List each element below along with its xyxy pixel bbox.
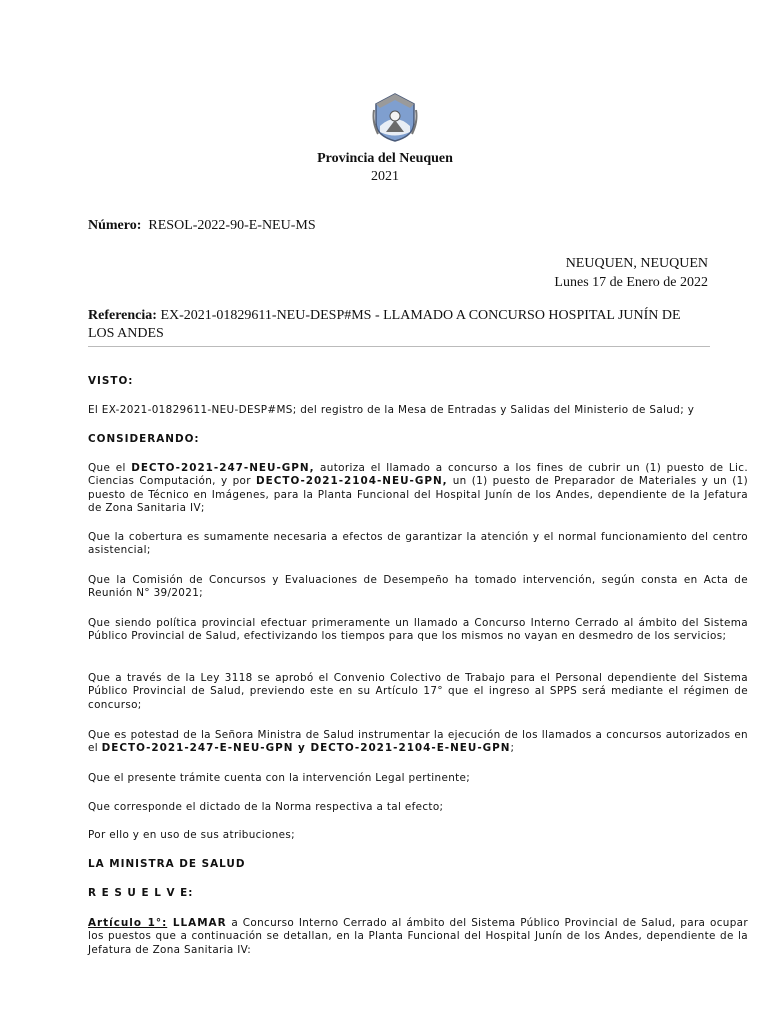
document-number [88, 218, 316, 234]
paragraph-3: Que la Comisión de Concursos y Evaluaciones de Desempeño ha tomado intervención, según consta en Acta de Reunión N° 39/2021; [88, 574, 748, 600]
year: 2021 [371, 169, 399, 184]
issue-date: Lunes 17 de Enero de 2022 [554, 275, 708, 290]
paragraph-6 [88, 729, 748, 756]
location: NEUQUEN, NEUQUEN [565, 256, 708, 271]
visto-heading: VISTO: [88, 375, 134, 387]
reference-label: Referencia: [88, 308, 157, 323]
resuelve-heading: R E S U E L V E: [88, 887, 194, 899]
province-title: Provincia del Neuquen [317, 151, 453, 166]
p1-e: un (1) puesto de Preparador de Materiales y un (1) puesto de Técnico en Imágenes, para la Planta Funcional del Hospital Junín de los Andes, dependiente de la Jefatura de Zona Sanitaria IV; [88, 475, 748, 514]
decree-2104: DECTO-2021-2104-NEU-GPN, [256, 475, 448, 488]
decree-247: DECTO-2021-247-NEU-GPN, [131, 462, 315, 474]
paragraph-1 [88, 462, 748, 515]
article-1 [88, 917, 748, 957]
reference [88, 307, 708, 343]
p1-a: Que el [88, 462, 132, 474]
p6-c: ; [510, 742, 515, 755]
p6-a: Que es potestad de la Señora Ministra de Salud instrumentar la ejecución de los llamados a concursos autorizados en el [88, 729, 748, 755]
article-1-label: Artículo 1°: [88, 917, 168, 929]
reference-value: EX-2021-01829611-NEU-DESP#MS - LLAMADO A CONCURSO HOSPITAL JUNÍN DE LOS ANDES [88, 308, 681, 341]
number-value: RESOL-2022-90-E-NEU-MS [148, 218, 316, 233]
paragraph-8: Que corresponde el dictado de la Norma respectiva a tal efecto; [88, 801, 444, 813]
ministra-heading: LA MINISTRA DE SALUD [88, 858, 246, 870]
paragraph-5: Que a través de la Ley 3118 se aprobó el Convenio Colectivo de Trabajo para el Personal dependiente del Sistema Público Provincial de Salud, previendo este en su Artículo 17° que el ingreso al SPPS será mediante el régimen de concurso; [88, 672, 748, 711]
considerando-heading: CONSIDERANDO: [88, 433, 200, 445]
p1-c: autoriza el llamado a concurso a los fines de cubrir un (1) puesto de Lic. Ciencias Computación, y por [88, 462, 748, 488]
paragraph-7: Que el presente trámite cuenta con la intervención Legal pertinente; [88, 772, 471, 784]
article-1-verb: LLAMAR [167, 917, 227, 929]
p6-decrees: DECTO-2021-247-E-NEU-GPN y DECTO-2021-2104-E-NEU-GPN [101, 742, 511, 755]
divider [88, 346, 710, 347]
paragraph-2: Que la cobertura es sumamente necesaria a efectos de garantizar la atención y el normal funcionamiento del centro asistencial; [88, 531, 748, 557]
paragraph-4: Que siendo política provincial efectuar primeramente un llamado a Concurso Interno Cerrado al ámbito del Sistema Público Provincial de Salud, efectivizando los tiempos para que los mismos no vayan en desmedro de los servicios; [88, 617, 748, 643]
visto-text: El EX-2021-01829611-NEU-DESP#MS; del registro de la Mesa de Entradas y Salidas del Ministerio de Salud; y [88, 404, 695, 416]
paragraph-9: Por ello y en uso de sus atribuciones; [88, 829, 295, 841]
provincial-seal-icon [372, 92, 418, 142]
article-1-text: a Concurso Interno Cerrado al ámbito del Sistema Público Provincial de Salud, para ocupar los puestos que a continuación se detallan, en la Planta Funcional del Hospital Junín de los Andes, dependiente de la Jefatura de Zona Sanitaria IV: [88, 917, 748, 956]
number-label: Número: [88, 218, 142, 233]
